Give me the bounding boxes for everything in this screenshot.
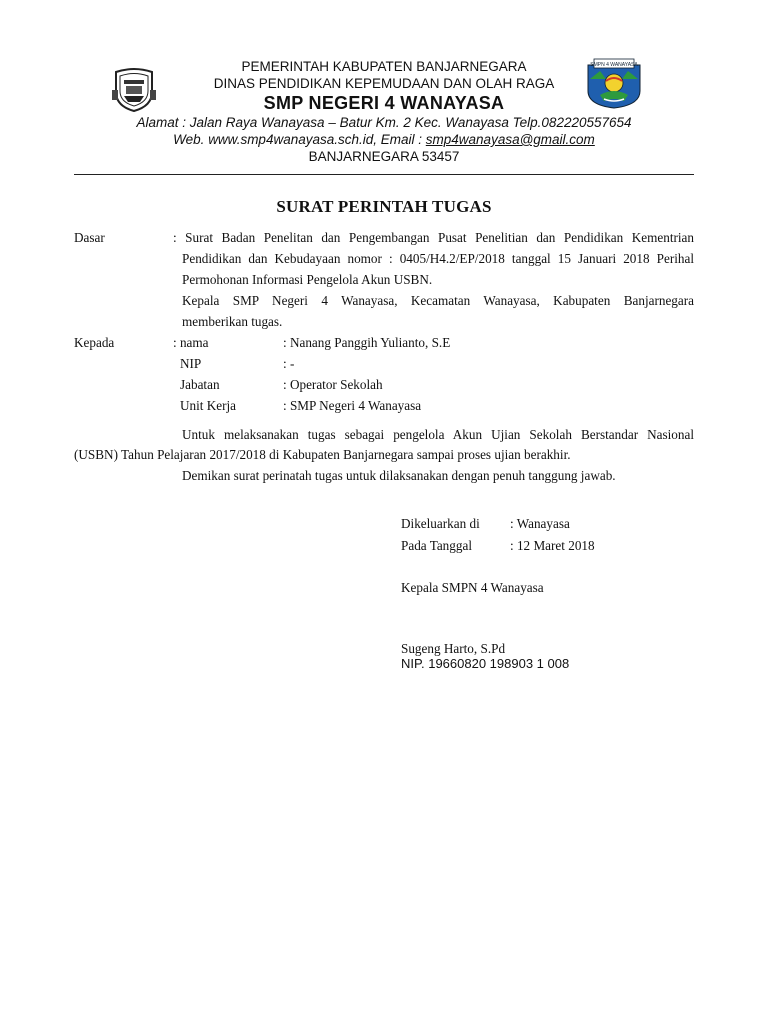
dasar-line-5: memberikan tugas.: [182, 314, 283, 329]
date-label: Pada Tanggal: [401, 538, 472, 553]
logo-right-text: SMPN 4 WANAYASA: [590, 62, 638, 68]
kepada-label: Kepada: [74, 335, 115, 350]
issued-value: : Wanayasa: [510, 516, 570, 531]
department-line: DINAS PENDIDIKAN KEPEMUDAAN DAN OLAH RAGA: [213, 76, 555, 91]
signatory-name: Sugeng Harto, S.Pd: [401, 641, 506, 656]
paragraph-line-2: (USBN) Tahun Pelajaran 2017/2018 di Kabupaten Banjarnegara sampai proses ujian berakhir.: [74, 447, 571, 462]
dasar-line-1: : Surat Badan Penelitan dan Pengembangan Pusat Penelitian dan Pendidikan Kementrian: [173, 230, 694, 245]
field-label-nama: : nama: [173, 335, 209, 350]
city-line: BANJARNEGARA 53457: [308, 149, 460, 164]
field-label-unit-kerja: Unit Kerja: [180, 398, 237, 413]
school-name: SMP NEGERI 4 WANAYASA: [263, 93, 505, 113]
signatory-position: Kepala SMPN 4 Wanayasa: [401, 580, 544, 595]
field-label-jabatan: Jabatan: [180, 377, 220, 392]
address-line: Alamat : Jalan Raya Wanayasa – Batur Km. 2 Kec. Wanayasa Telp.082220557654: [136, 115, 632, 130]
field-value-nama: : Nanang Panggih Yulianto, S.E: [283, 335, 451, 350]
dasar-label: Dasar: [74, 230, 105, 245]
signatory-nip: NIP. 19660820 198903 1 008: [401, 656, 570, 671]
field-label-nip: NIP: [180, 356, 202, 371]
field-value-nip: : -: [283, 356, 295, 371]
email-link[interactable]: smp4wanayasa@gmail.com: [425, 132, 595, 147]
document-title: SURAT PERINTAH TUGAS: [276, 197, 492, 216]
date-value: : 12 Maret 2018: [510, 538, 595, 553]
government-line: PEMERINTAH KABUPATEN BANJARNEGARA: [241, 59, 527, 74]
dasar-line-3: Permohonan Informasi Pengelola Akun USBN.: [182, 272, 433, 287]
field-value-jabatan: : Operator Sekolah: [283, 377, 383, 392]
field-value-unit-kerja: : SMP Negeri 4 Wanayasa: [283, 398, 422, 413]
closing-line: Demikan surat perinatah tugas untuk dilaksanakan dengan penuh tanggung jawab.: [182, 468, 616, 483]
issued-label: Dikeluarkan di: [401, 516, 480, 531]
dasar-line-4: Kepala SMP Negeri 4 Wanayasa, Kecamatan Wanayasa, Kabupaten Banjarnegara: [182, 293, 694, 308]
web-text: Web. www.smp4wanayasa.sch.id, Email :: [173, 132, 426, 147]
paragraph-line-1: Untuk melaksanakan tugas sebagai pengelola Akun Ujian Sekolah Berstandar Nasional: [182, 427, 694, 442]
dasar-line-2: Pendidikan dan Kebudayaan nomor : 0405/H4.2/EP/2018 tanggal 15 Januari 2018 Perihal: [182, 251, 694, 266]
